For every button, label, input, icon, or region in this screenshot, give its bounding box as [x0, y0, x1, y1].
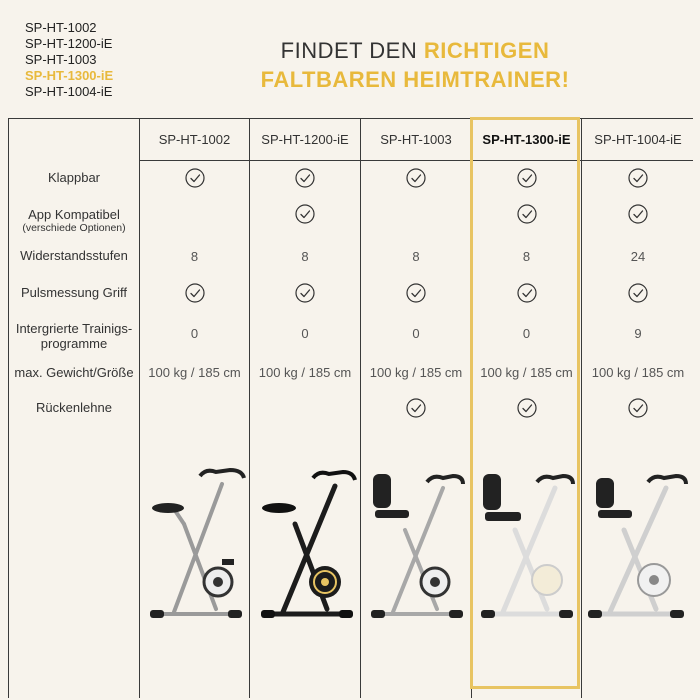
column-header: SP-HT-1003: [380, 132, 452, 147]
check-circle-icon: [582, 165, 694, 191]
bike-image-sp-ht-1300-ie: [475, 464, 579, 624]
check-circle-icon: [250, 201, 360, 227]
column-header: SP-HT-1004-iE: [594, 132, 682, 147]
row-label-app-main: App Kompatibel: [28, 207, 120, 222]
model-list: [25, 20, 113, 100]
bike-image-sp-ht-1003: [365, 464, 469, 624]
table-cell-value: 0: [301, 325, 309, 341]
check-circle-icon: [472, 280, 581, 306]
column-header: SP-HT-1002: [158, 132, 231, 147]
bike-image-sp-ht-1200-ie: [255, 464, 359, 624]
row-label-klappbar: Klappbar: [47, 170, 101, 185]
table-cell-value: 8: [301, 248, 309, 264]
check-circle-icon: [472, 165, 581, 191]
table-cell-value: 100 kg / 185 cm: [480, 364, 573, 380]
column-divider: [139, 119, 140, 698]
check-circle-icon: [361, 165, 471, 191]
model-list-item: SP-HT-1200-iE: [25, 36, 113, 51]
table-cell-value: 0: [412, 325, 420, 341]
check-circle-icon: [361, 280, 471, 306]
check-circle-icon: [582, 280, 694, 306]
bike-image-sp-ht-1002: [144, 464, 248, 624]
comparison-table: [8, 118, 693, 698]
table-cell-value: 8: [412, 248, 420, 264]
bike-image-sp-ht-1004-ie: [586, 464, 690, 624]
column-header: SP-HT-1200-iE: [261, 132, 349, 147]
headline-line2-accent: FALTBAREN HEIMTRAINER!: [260, 67, 570, 92]
model-list-item: SP-HT-1003: [25, 52, 97, 67]
row-label-programme: [9, 321, 139, 351]
table-cell-value: 100 kg / 185 cm: [148, 364, 241, 380]
column-header-highlighted: SP-HT-1300-iE: [482, 132, 571, 147]
check-circle-icon: [361, 395, 471, 421]
header-divider: [139, 160, 693, 161]
headline: [230, 36, 600, 94]
check-circle-icon: [250, 165, 360, 191]
table-cell-value: 0: [522, 325, 531, 341]
row-label-puls: Pulsmessung Griff: [21, 285, 127, 300]
check-circle-icon: [582, 201, 694, 227]
table-cell-value: 8: [190, 248, 199, 264]
row-label-programme-line1: Intergrierte Trainigs-: [15, 321, 133, 336]
model-list-item: SP-HT-1002: [25, 20, 97, 35]
model-list-item: SP-HT-1004-iE: [25, 84, 113, 99]
row-label-lehne: Rückenlehne: [36, 400, 112, 415]
row-label-widerstand: Widerstandsstufen: [20, 248, 128, 263]
row-label-programme-line2: programme: [40, 336, 108, 351]
row-label-app: [9, 207, 139, 234]
check-circle-icon: [582, 395, 694, 421]
table-cell-value: 8: [522, 248, 531, 264]
check-circle-icon: [250, 280, 360, 306]
check-circle-icon: [140, 165, 249, 191]
row-label-app-sub: (verschiede Optionen): [22, 222, 126, 234]
table-cell-value: 24: [630, 248, 646, 264]
headline-line1-plain: FINDET DEN: [280, 38, 424, 63]
headline-line1-accent: RICHTIGEN: [423, 38, 550, 63]
table-cell-value: 0: [190, 325, 199, 341]
table-cell-value: 100 kg / 185 cm: [369, 364, 463, 380]
table-cell-value: 9: [634, 325, 642, 341]
check-circle-icon: [140, 280, 249, 306]
row-label-gewicht: max. Gewicht/Größe: [14, 365, 134, 380]
model-list-item-highlighted: SP-HT-1300-iE: [25, 68, 114, 83]
check-circle-icon: [472, 395, 581, 421]
table-cell-value: 100 kg / 185 cm: [258, 364, 352, 380]
table-cell-value: 100 kg / 185 cm: [591, 364, 685, 380]
check-circle-icon: [472, 201, 581, 227]
